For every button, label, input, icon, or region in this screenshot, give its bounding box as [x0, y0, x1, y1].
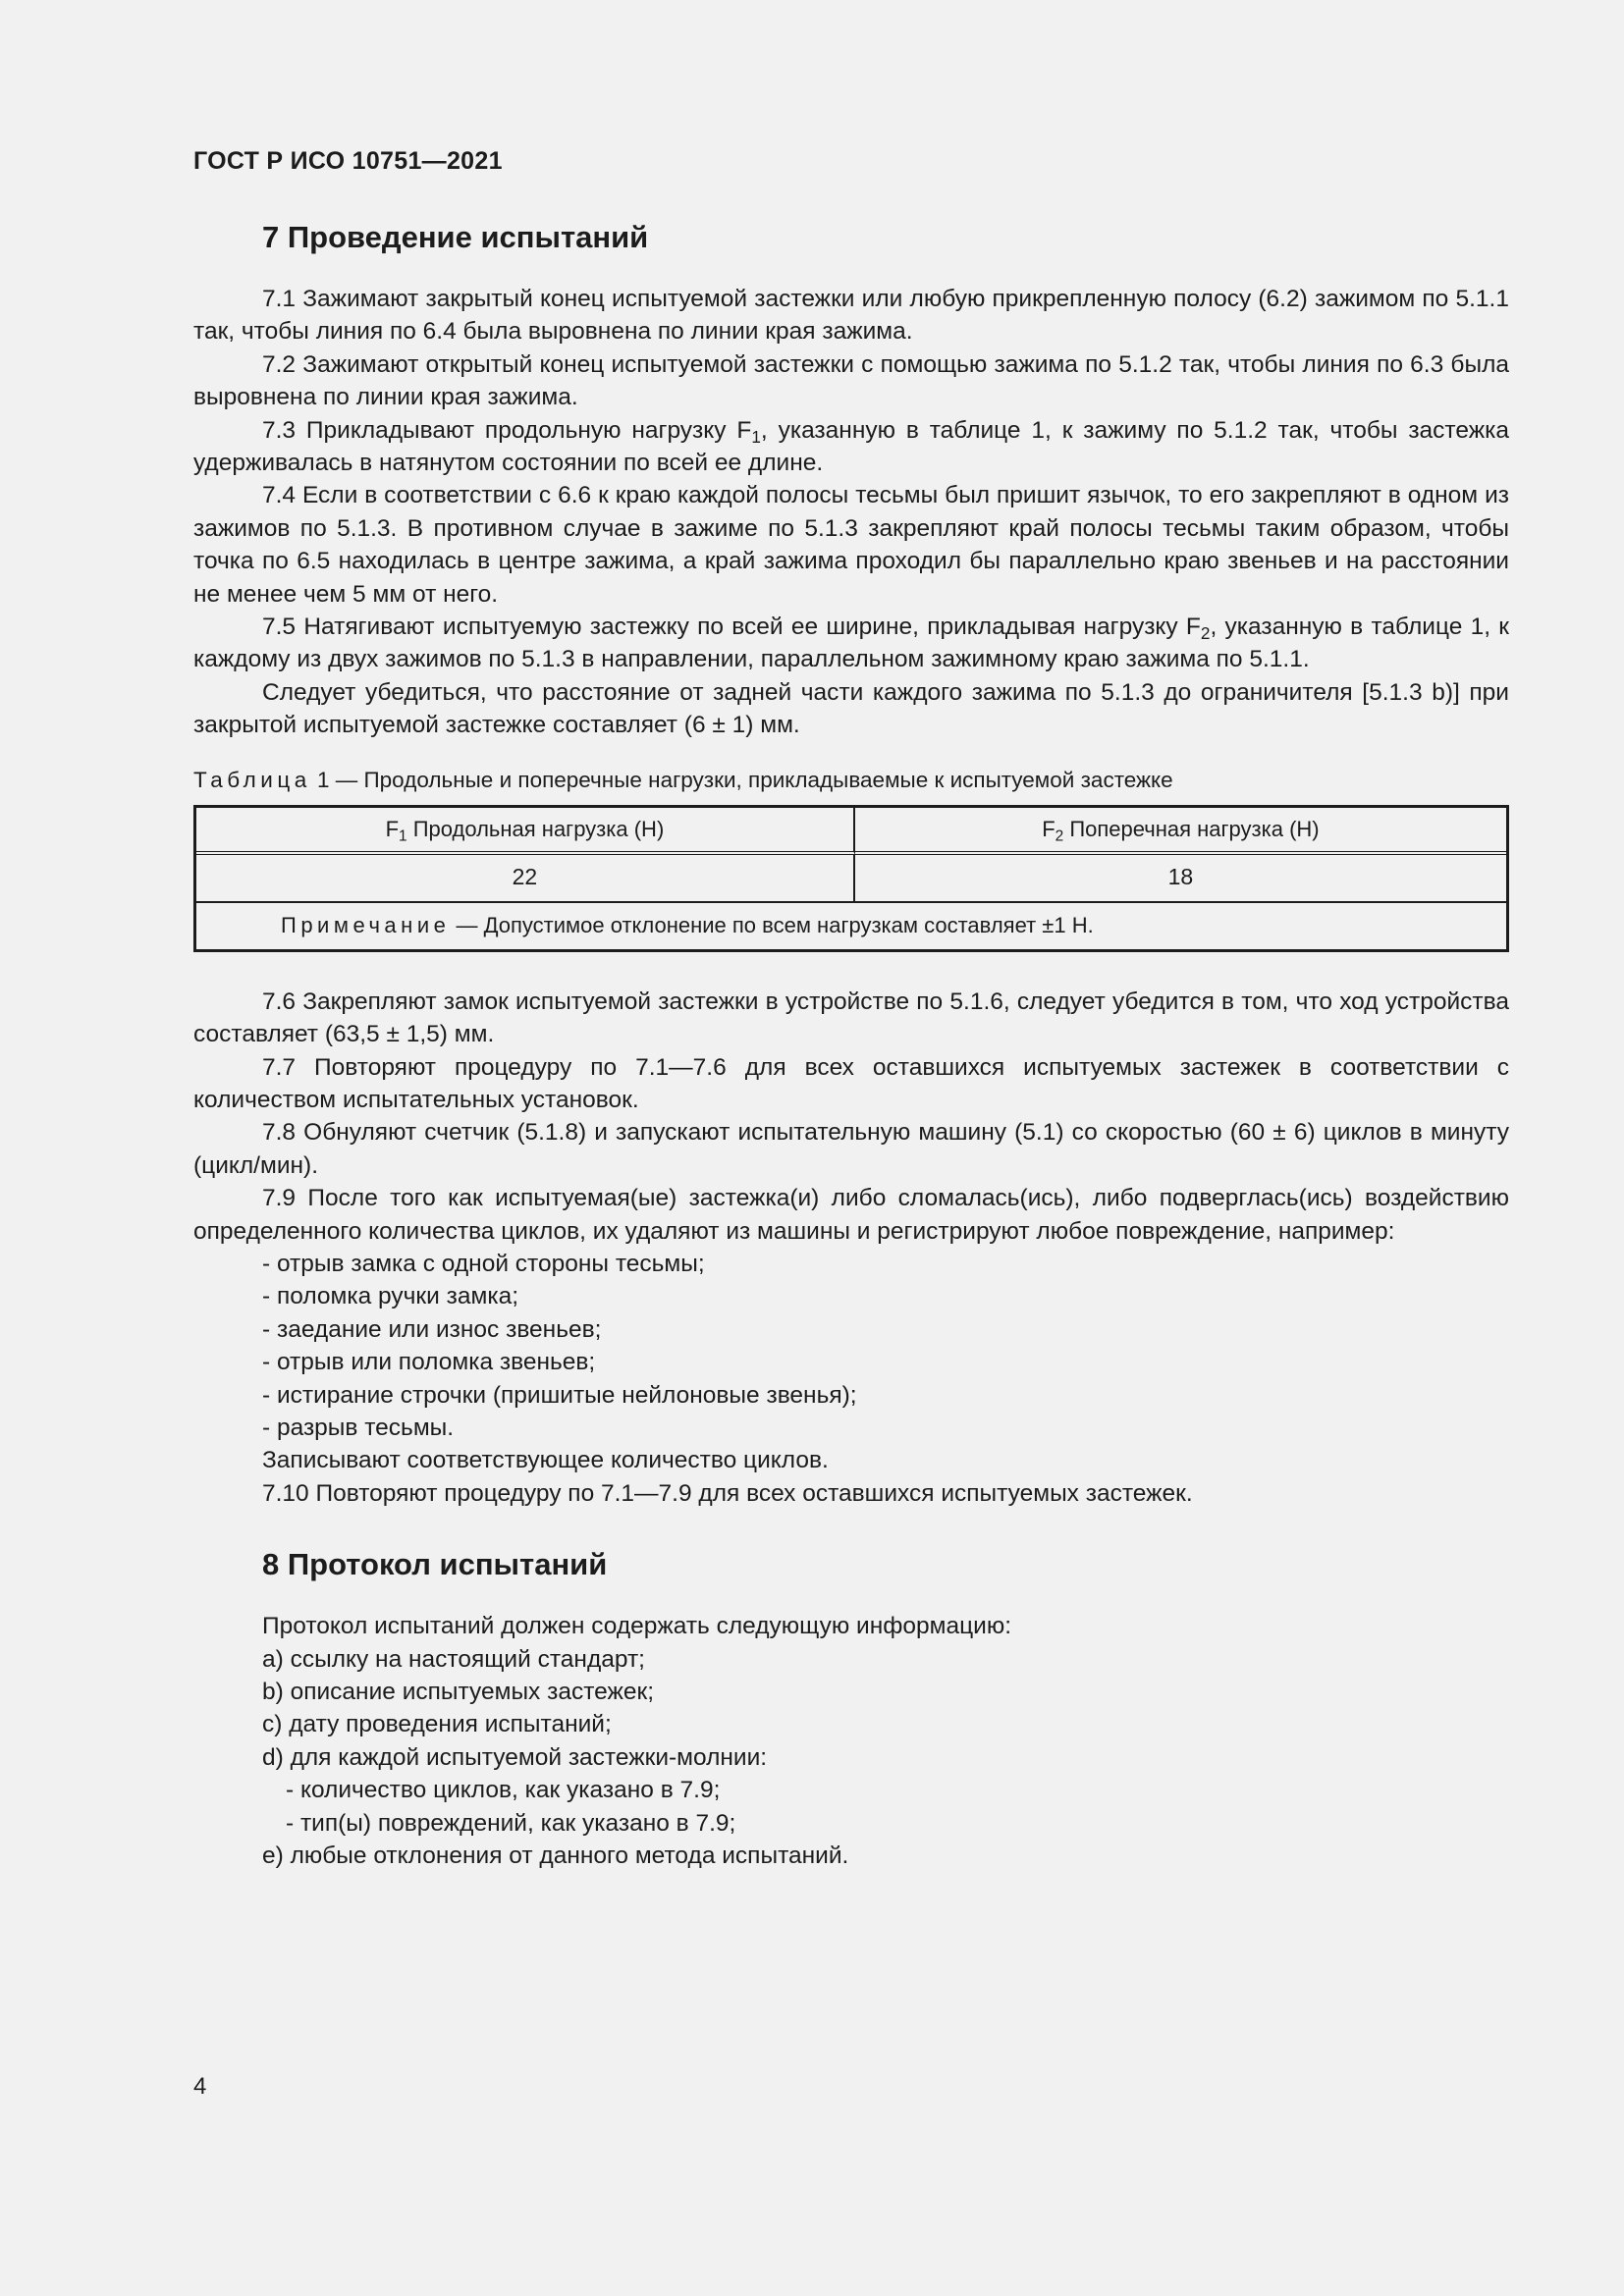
paragraph-7-6: 7.6 Закрепляют замок испытуемой застежки в устройстве по 5.1.6, следует убедится в том, что ход устройства составляет (63,5 ± 1,5) мм.: [193, 988, 1509, 1048]
header-symbol: F: [1042, 816, 1056, 841]
table-cell-longitudinal-value: 22: [196, 855, 855, 903]
section-7-title: 7 Проведение испытаний: [262, 220, 649, 254]
list-item: - поломка ручки замка;: [262, 1283, 519, 1310]
paragraph-7-5-text: 7.5 Натягивают испытуемую застежку по всей ее ширине, прикладывая нагрузку F: [262, 614, 1201, 641]
table-note-row: [196, 903, 1506, 949]
table-caption: [193, 766, 1509, 795]
subscript: 2: [1055, 828, 1064, 845]
table-cell-transverse-value: 18: [855, 855, 1506, 903]
subscript: 1: [399, 828, 407, 845]
subscript: 1: [751, 426, 761, 447]
list-item: - истирание строчки (пришитые нейлоновые звенья);: [262, 1381, 857, 1409]
table-note-text: — Допустимое отклонение по всем нагрузкам составляет ±1 Н.: [450, 913, 1094, 938]
list-item: d) для каждой испытуемой застежки-молнии:: [262, 1743, 768, 1771]
header-text: Поперечная нагрузка (Н): [1063, 816, 1320, 841]
paragraph-7-1: 7.1 Зажимают закрытый конец испытуемой застежки или любую прикрепленную полосу (6.2) зажимом по 5.1.1 так, чтобы линия по 6.4 была выровнена по линии края зажима.: [193, 286, 1509, 346]
list-item: e) любые отклонения от данного метода испытаний.: [262, 1842, 849, 1870]
table-caption-text: 1 — Продольные и поперечные нагрузки, прикладываемые к испытуемой застежке: [310, 767, 1173, 792]
page-number: 4: [193, 2073, 207, 2100]
table-row: [196, 855, 1506, 903]
report-intro: Протокол испытаний должен содержать следующую информацию:: [262, 1613, 1012, 1640]
table-header-row: [196, 808, 1506, 855]
list-item: - заедание или износ звеньев;: [262, 1315, 602, 1343]
section-8-title: 8 Протокол испытаний: [262, 1547, 608, 1582]
paragraph-7-5-note: Следует убедиться, что расстояние от задней части каждого зажима по 5.1.3 до ограничителя [5.1.3 b)] при закрытой испытуемой застежке составляет (6 ± 1) мм.: [193, 678, 1509, 739]
paragraph-7-2: 7.2 Зажимают открытый конец испытуемой застежки с помощью зажима по 5.1.2 так, чтобы линия по 6.3 была выровнена по линии края зажима.: [193, 350, 1509, 411]
list-item: a) ссылку на настоящий стандарт;: [262, 1645, 645, 1673]
list-item: - количество циклов, как указано в 7.9;: [286, 1777, 721, 1804]
loads-table: [193, 805, 1509, 952]
paragraph-7-10: 7.10 Повторяют процедуру по 7.1—7.9 для всех оставшихся испытуемых застежек.: [262, 1479, 1193, 1507]
list-item: - разрыв тесьмы.: [262, 1414, 455, 1441]
document-body: [193, 218, 1509, 1872]
list-item: - отрыв замка с одной стороны тесьмы;: [262, 1250, 705, 1277]
table-header-longitudinal: [196, 808, 855, 855]
table-note: [196, 903, 1506, 949]
table-header-transverse: [855, 808, 1506, 855]
list-item: c) дату проведения испытаний;: [262, 1711, 612, 1738]
table-caption-label: Таблица: [193, 767, 311, 792]
header-symbol: F: [385, 816, 400, 841]
paragraph-7-5-text-rest: , указанную в таблице 1, к каждому из двух зажимов по 5.1.3 в направлении, параллельном зажимному краю зажима по 5.1.1.: [193, 614, 1509, 673]
document-header: ГОСТ Р ИСО 10751—2021: [193, 147, 503, 175]
table-note-label: Примечание: [281, 913, 451, 938]
subscript: 2: [1200, 623, 1211, 644]
paragraph-record-cycles: Записывают соответствующее количество циклов.: [262, 1447, 829, 1474]
list-item: b) описание испытуемых застежек;: [262, 1679, 655, 1705]
paragraph-7-7: 7.7 Повторяют процедуру по 7.1—7.6 для всех оставшихся испытуемых застежек в соответствии с количеством испытательных установок.: [193, 1053, 1509, 1113]
paragraph-7-3: [193, 414, 1509, 480]
paragraph-7-4: 7.4 Если в соответствии с 6.6 к краю каждой полосы тесьмы был пришит язычок, то его закрепляют в одном из зажимов по 5.1.3. В противном случае в зажиме по 5.1.3 закрепляют край полосы тесьмы таким образом, чтобы точка по 6.5 находилась в центре зажима, а край зажима проходил бы параллельно краю звеньев и на расстоянии не менее чем 5 мм от него.: [193, 482, 1509, 608]
paragraph-7-5: [193, 611, 1509, 676]
paragraph-7-3-text: 7.3 Прикладывают продольную нагрузку F: [262, 416, 752, 444]
paragraph-7-8: 7.8 Обнуляют счетчик (5.1.8) и запускают испытательную машину (5.1) со скоростью (60 ± 6) циклов в минуту (цикл/мин).: [193, 1119, 1509, 1179]
list-item: - тип(ы) повреждений, как указано в 7.9;: [286, 1809, 736, 1837]
paragraph-7-3-text-rest: , указанную в таблице 1, к зажиму по 5.1.2 так, чтобы застежка удерживалась в натянутом состоянии по всей ее длине.: [193, 416, 1509, 477]
paragraph-7-9: 7.9 После того как испытуемая(ые) застежка(и) либо сломалась(ись), либо подверглась(ись) воздействию определенного количества циклов, их удаляют из машины и регистрируют любое повреждение, например:: [193, 1185, 1509, 1245]
list-item: - отрыв или поломка звеньев;: [262, 1349, 596, 1376]
header-text: Продольная нагрузка (Н): [406, 816, 665, 841]
